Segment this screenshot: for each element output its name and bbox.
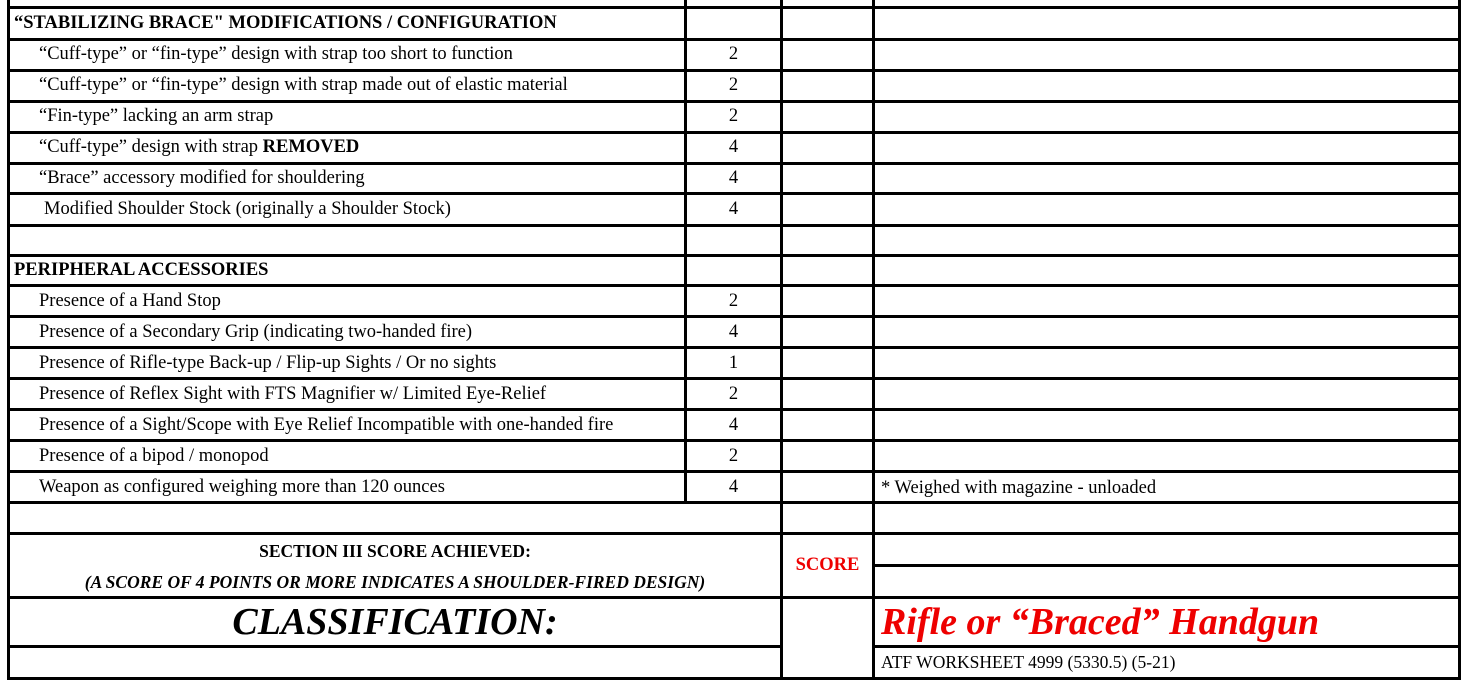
item-points: 4 bbox=[728, 137, 739, 157]
grid-line bbox=[8, 677, 1460, 680]
score-total-field-2[interactable] bbox=[875, 567, 1458, 596]
item-label-text: “Cuff-type” design with strap bbox=[39, 137, 263, 157]
remarks-cell[interactable] bbox=[875, 380, 1458, 408]
score-entry-cell[interactable] bbox=[783, 318, 872, 346]
item-label: Presence of Reflex Sight with FTS Magnifier w/ Limited Eye-Relief bbox=[39, 383, 547, 404]
score-entry-cell[interactable] bbox=[783, 287, 872, 315]
score-entry-cell[interactable] bbox=[783, 102, 872, 131]
item-points: 2 bbox=[728, 75, 739, 95]
remarks-cell[interactable] bbox=[875, 287, 1458, 315]
item-points: 4 bbox=[728, 321, 739, 342]
score-entry-cell[interactable] bbox=[783, 133, 872, 162]
score-label: SCORE bbox=[795, 555, 860, 575]
item-label: Weapon as configured weighing more than 120 ounces bbox=[39, 476, 445, 497]
score-entry-cell[interactable] bbox=[783, 195, 872, 224]
item-points: 2 bbox=[728, 445, 739, 466]
item-label: “Fin-type” lacking an arm strap bbox=[39, 106, 274, 126]
item-label: Presence of a Sight/Scope with Eye Relief Incompatible with one-handed fire bbox=[39, 414, 614, 435]
score-entry-cell[interactable] bbox=[783, 40, 872, 69]
score-total-field[interactable] bbox=[875, 535, 1458, 564]
classification-notes-cell[interactable] bbox=[10, 648, 780, 677]
remarks-cell[interactable] bbox=[875, 349, 1458, 377]
summary-title: SECTION III SCORE ACHIEVED: bbox=[259, 540, 531, 561]
remarks-cell[interactable] bbox=[875, 318, 1458, 346]
item-points: 2 bbox=[728, 290, 739, 311]
remarks-cell[interactable] bbox=[875, 195, 1458, 224]
grid-line bbox=[8, 224, 1460, 227]
item-label: “Brace” accessory modified for shouldering bbox=[39, 167, 365, 188]
item-label: Presence of a bipod / monopod bbox=[39, 445, 269, 466]
item-points: 1 bbox=[728, 352, 739, 373]
remarks-cell[interactable] bbox=[875, 164, 1458, 192]
section-title-stabilizing-brace: “STABILIZING BRACE" MODIFICATIONS / CONFIGURATION bbox=[14, 12, 557, 33]
score-entry-cell[interactable] bbox=[783, 473, 872, 501]
score-entry-cell[interactable] bbox=[783, 411, 872, 439]
score-entry-cell[interactable] bbox=[783, 442, 872, 470]
score-entry-cell[interactable] bbox=[783, 349, 872, 377]
classification-label: CLASSIFICATION: bbox=[232, 601, 558, 643]
item-label: “Cuff-type” or “fin-type” design with strap too short to function bbox=[39, 44, 513, 64]
remarks-cell[interactable] bbox=[875, 442, 1458, 470]
item-points: 4 bbox=[728, 199, 739, 219]
grid-line bbox=[1458, 0, 1461, 680]
section-title-peripheral-accessories: PERIPHERAL ACCESSORIES bbox=[14, 259, 269, 280]
score-entry-cell[interactable] bbox=[783, 380, 872, 408]
item-label: Presence of a Secondary Grip (indicating two-handed fire) bbox=[39, 321, 473, 342]
item-label: Presence of Rifle-type Back-up / Flip-up Sights / Or no sights bbox=[39, 352, 497, 373]
item-points: 4 bbox=[728, 476, 739, 497]
remarks-cell[interactable] bbox=[875, 102, 1458, 131]
score-entry-cell[interactable] bbox=[783, 164, 872, 192]
score-entry-cell[interactable] bbox=[783, 71, 872, 100]
weight-note: * Weighed with magazine - unloaded bbox=[881, 477, 1157, 498]
item-label: Modified Shoulder Stock (originally a Shoulder Stock) bbox=[44, 199, 451, 219]
classification-result: Rifle or “Braced” Handgun bbox=[881, 601, 1320, 643]
section-score-summary bbox=[10, 535, 780, 596]
form-id: ATF WORKSHEET 4999 (5330.5) (5-21) bbox=[881, 652, 1176, 672]
remarks-cell[interactable] bbox=[875, 411, 1458, 439]
remarks-cell[interactable] bbox=[875, 40, 1458, 69]
item-label: “Cuff-type” or “fin-type” design with strap made out of elastic material bbox=[39, 75, 568, 95]
item-label bbox=[10, 133, 684, 162]
summary-subtitle: (A SCORE OF 4 POINTS OR MORE INDICATES A SHOULDER-FIRED DESIGN) bbox=[84, 571, 706, 592]
item-points: 4 bbox=[728, 414, 739, 435]
item-points: 2 bbox=[728, 106, 739, 126]
item-points: 4 bbox=[728, 167, 739, 188]
item-points: 2 bbox=[728, 44, 739, 64]
remarks-cell[interactable] bbox=[875, 133, 1458, 162]
item-label: Presence of a Hand Stop bbox=[39, 290, 221, 311]
item-label-emphasis: REMOVED bbox=[262, 137, 360, 157]
item-points: 2 bbox=[728, 383, 739, 404]
remarks-cell[interactable] bbox=[875, 71, 1458, 100]
classification-checkbox-cell[interactable] bbox=[783, 599, 872, 677]
